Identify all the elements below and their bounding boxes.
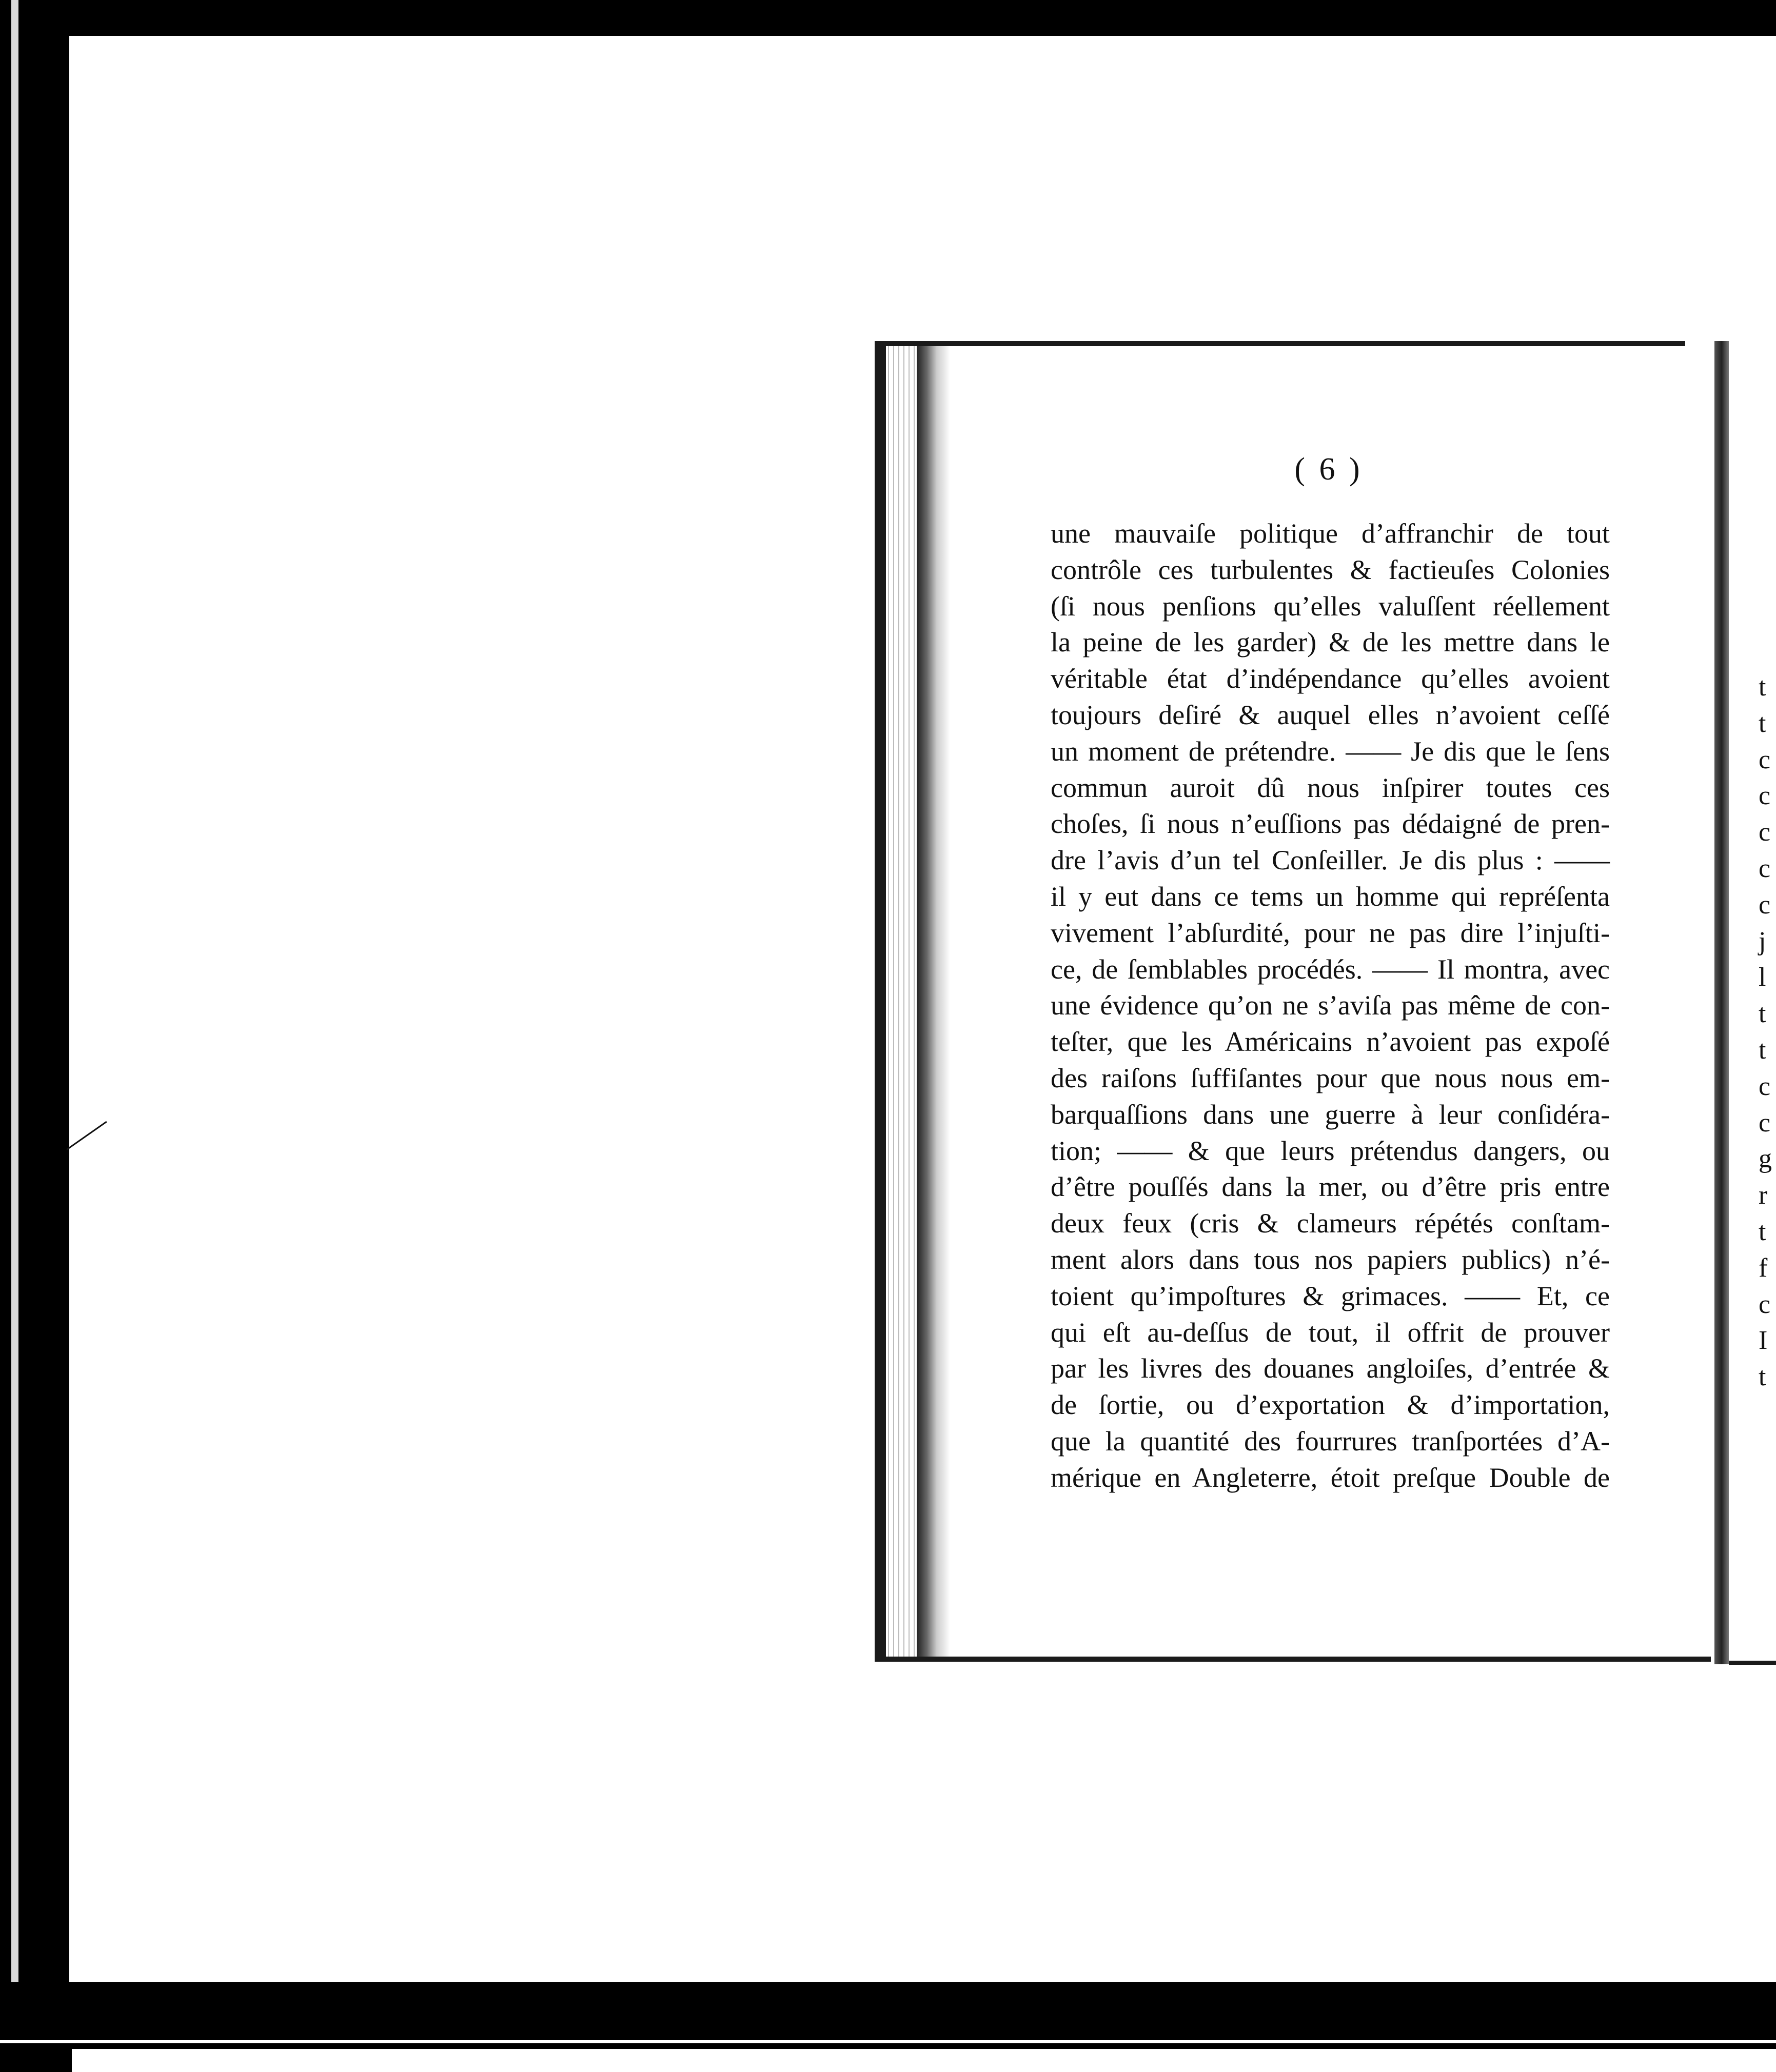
facing-page-text xyxy=(1759,669,1772,1396)
text-line: toient qu’impoſtures & grimaces. —— Et, ce xyxy=(1051,1280,1610,1311)
text-line: une évidence qu’on ne s’aviſa pas même de con- xyxy=(1051,990,1610,1021)
facing-page-letter: c xyxy=(1759,818,1771,847)
text-line: vivement l’abſurdité, pour ne pas dire l’injuſti- xyxy=(1051,917,1610,948)
book-spine xyxy=(1714,341,1729,1664)
text-line: la peine de les garder) & de les mettre dans le xyxy=(1051,627,1610,658)
facing-page-letter: c xyxy=(1759,745,1771,774)
facing-page-letter: c xyxy=(1759,1071,1771,1101)
text-line: dre l’avis d’un tel Conſeiller. Je dis plus : —— xyxy=(1051,845,1610,876)
page-text xyxy=(1051,515,1610,1496)
text-line: il y eut dans ce tems un homme qui repréſenta xyxy=(1051,881,1610,912)
text-line: deux feux (cris & clameurs répétés conſtam- xyxy=(1051,1208,1610,1239)
facing-page-letter: l xyxy=(1759,963,1766,992)
facing-page-letter: g xyxy=(1759,1144,1772,1174)
facing-page-letter: c xyxy=(1759,1289,1771,1319)
microfilm-bottom-line xyxy=(0,2040,1776,2043)
facing-page-letter: t xyxy=(1759,999,1766,1029)
text-line: ment alors dans tous nos papiers publics) n’é- xyxy=(1051,1244,1610,1275)
facing-page-letter: c xyxy=(1759,890,1771,920)
text-line: mérique en Angleterre, étoit preſque Double de xyxy=(1051,1462,1610,1493)
facing-page-letter: t xyxy=(1759,708,1766,738)
text-line: ce, de ſemblables procédés. —— Il montra, avec xyxy=(1051,953,1610,985)
facing-page-letter: j xyxy=(1759,926,1766,956)
text-line: commun auroit dû nous inſpirer toutes ces xyxy=(1051,772,1610,803)
text-line: toujours deſiré & auquel elles n’avoient ceſſé xyxy=(1051,699,1610,730)
text-line: contrôle ces turbulentes & factieuſes Colonies xyxy=(1051,554,1610,585)
text-line: tion; —— & que leurs prétendus dangers, ou xyxy=(1051,1135,1610,1166)
text-line: teſter, que les Américains n’avoient pas expoſé xyxy=(1051,1026,1610,1058)
text-line: par les livres des douanes angloiſes, d’entrée & xyxy=(1051,1353,1610,1384)
book-cover-edge xyxy=(875,341,886,1662)
text-line: (ſi nous penſions qu’elles valuſſent réellement xyxy=(1051,590,1610,622)
text-line: des raiſons ſuffiſantes pour que nous nous em- xyxy=(1051,1062,1610,1093)
microfilm-border-left xyxy=(0,0,69,2072)
facing-page-letter: t xyxy=(1759,672,1766,702)
facing-page-letter: t xyxy=(1759,1362,1766,1392)
facing-page-letter: c xyxy=(1759,781,1771,811)
microfilm-edge-line xyxy=(11,0,18,2072)
text-line: une mauvaiſe politique d’affranchir de tout xyxy=(1051,518,1610,549)
page-number: ( 6 ) xyxy=(1294,452,1363,487)
facing-page-letter: c xyxy=(1759,1108,1771,1138)
facing-page-letter: f xyxy=(1759,1253,1768,1283)
text-line: de ſortie, ou d’exportation & d’importation, xyxy=(1051,1389,1610,1421)
facing-page-bottom-edge xyxy=(1729,1661,1776,1665)
text-line: d’être pouſſés dans la mer, ou d’être pris entre xyxy=(1051,1171,1610,1203)
microfilm-bottom-strip xyxy=(72,2049,1776,2072)
microfilm-border-top xyxy=(0,0,1776,36)
text-line: un moment de prétendre. —— Je dis que le ſens xyxy=(1051,735,1610,767)
facing-page-letter: t xyxy=(1759,1217,1766,1246)
text-line: barquaſſions dans une guerre à leur conſidéra- xyxy=(1051,1099,1610,1130)
facing-page-letter: I xyxy=(1759,1326,1768,1356)
text-line: choſes, ſi nous n’euſſions pas dédaigné de pren- xyxy=(1051,808,1610,840)
book-bottom-edge xyxy=(875,1657,1711,1662)
facing-page-letter: t xyxy=(1759,1035,1766,1065)
facing-page-letter: r xyxy=(1759,1181,1768,1210)
facing-page-letter: c xyxy=(1759,853,1771,883)
text-line: véritable état d’indépendance qu’elles avoient xyxy=(1051,663,1610,694)
book-top-edge xyxy=(875,341,1685,346)
text-line: qui eſt au-deſſus de tout, il offrit de prouver xyxy=(1051,1317,1610,1348)
book-fore-edge xyxy=(886,346,917,1657)
text-line: que la quantité des fourrures tranſportées d’A- xyxy=(1051,1425,1610,1457)
book-gutter-shadow xyxy=(917,346,950,1657)
